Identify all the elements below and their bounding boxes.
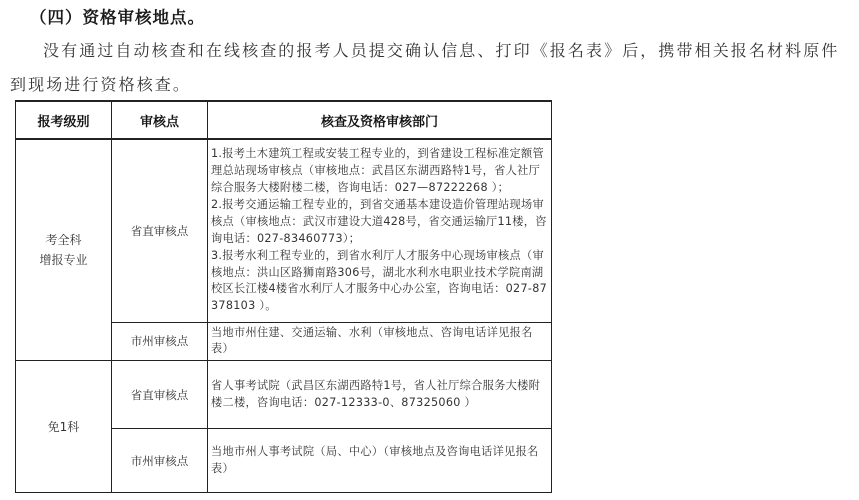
review-point-cell [112,139,208,322]
review-point-label: 省直审核点 [130,387,189,402]
intro-paragraph: 没有通过自动核查和在线核查的报考人员提交确认信息、打印《报名表》后，携带相关报名材料原件到现场进行资格核查。 [10,41,840,94]
level-label: 考全科 增报专业 [39,233,88,268]
review-point-label: 市州审核点 [130,453,189,468]
header-level: 报考级别 [16,101,112,139]
header-department: 核查及资格审核部门 [208,101,552,139]
level-cell-full [16,139,112,361]
department-item: 3.报考水利工程专业的，到省水利厅人才服务中心现场审核点（审核地点：洪山区路狮南路306号，湖北水利水电职业技术学院南湖校区长江楼4楼省水利厅人才服务中心办公室，咨询电话：027-87378103 ）。 [211,248,548,313]
review-point-cell [112,429,208,493]
department-cell [208,429,552,493]
level-cell-exempt [16,361,112,493]
section-heading: （四）资格审核地点。 [30,8,205,27]
department-cell [208,361,552,429]
department-item: 2.报考交通运输工程专业的，到省交通基本建设造价管理站现场审核点（审核地点：武汉市建设大道428号，省交通运输厅11楼，咨询电话：027-83460773）； [211,197,547,245]
header-review-point: 审核点 [112,101,208,139]
department-text: 省人事考试院（武昌区东湖西路特1号，省人社厅综合服务大楼附楼二楼，咨询电话：027-12333-0、87325060 ） [211,378,541,409]
department-text: 当地市州人事考试院（局、中心）（审核地点及咨询电话详见报名表） [211,444,539,475]
table-row [16,139,552,322]
table-header-row [16,101,552,139]
table-row [16,361,552,429]
department-cell [208,322,552,361]
department-cell [208,139,552,322]
review-location-table [15,100,552,493]
review-point-cell [112,361,208,429]
department-text: 当地市州住建、交通运输、水利（审核地点、咨询电话详见报名表） [211,325,533,356]
level-label: 免1科 [47,419,80,434]
review-point-label: 省直审核点 [130,223,189,238]
review-point-label: 市州审核点 [130,334,189,349]
review-point-cell [112,322,208,361]
department-item: 1.报考土木建筑工程或安装工程专业的，到省建设工程标准定额管理总站现场审核点（审核地点：武昌区东湖西路特1号，省人社厅综合服务大楼附楼二楼，咨询电话：027—87222268 ）； [211,147,544,195]
